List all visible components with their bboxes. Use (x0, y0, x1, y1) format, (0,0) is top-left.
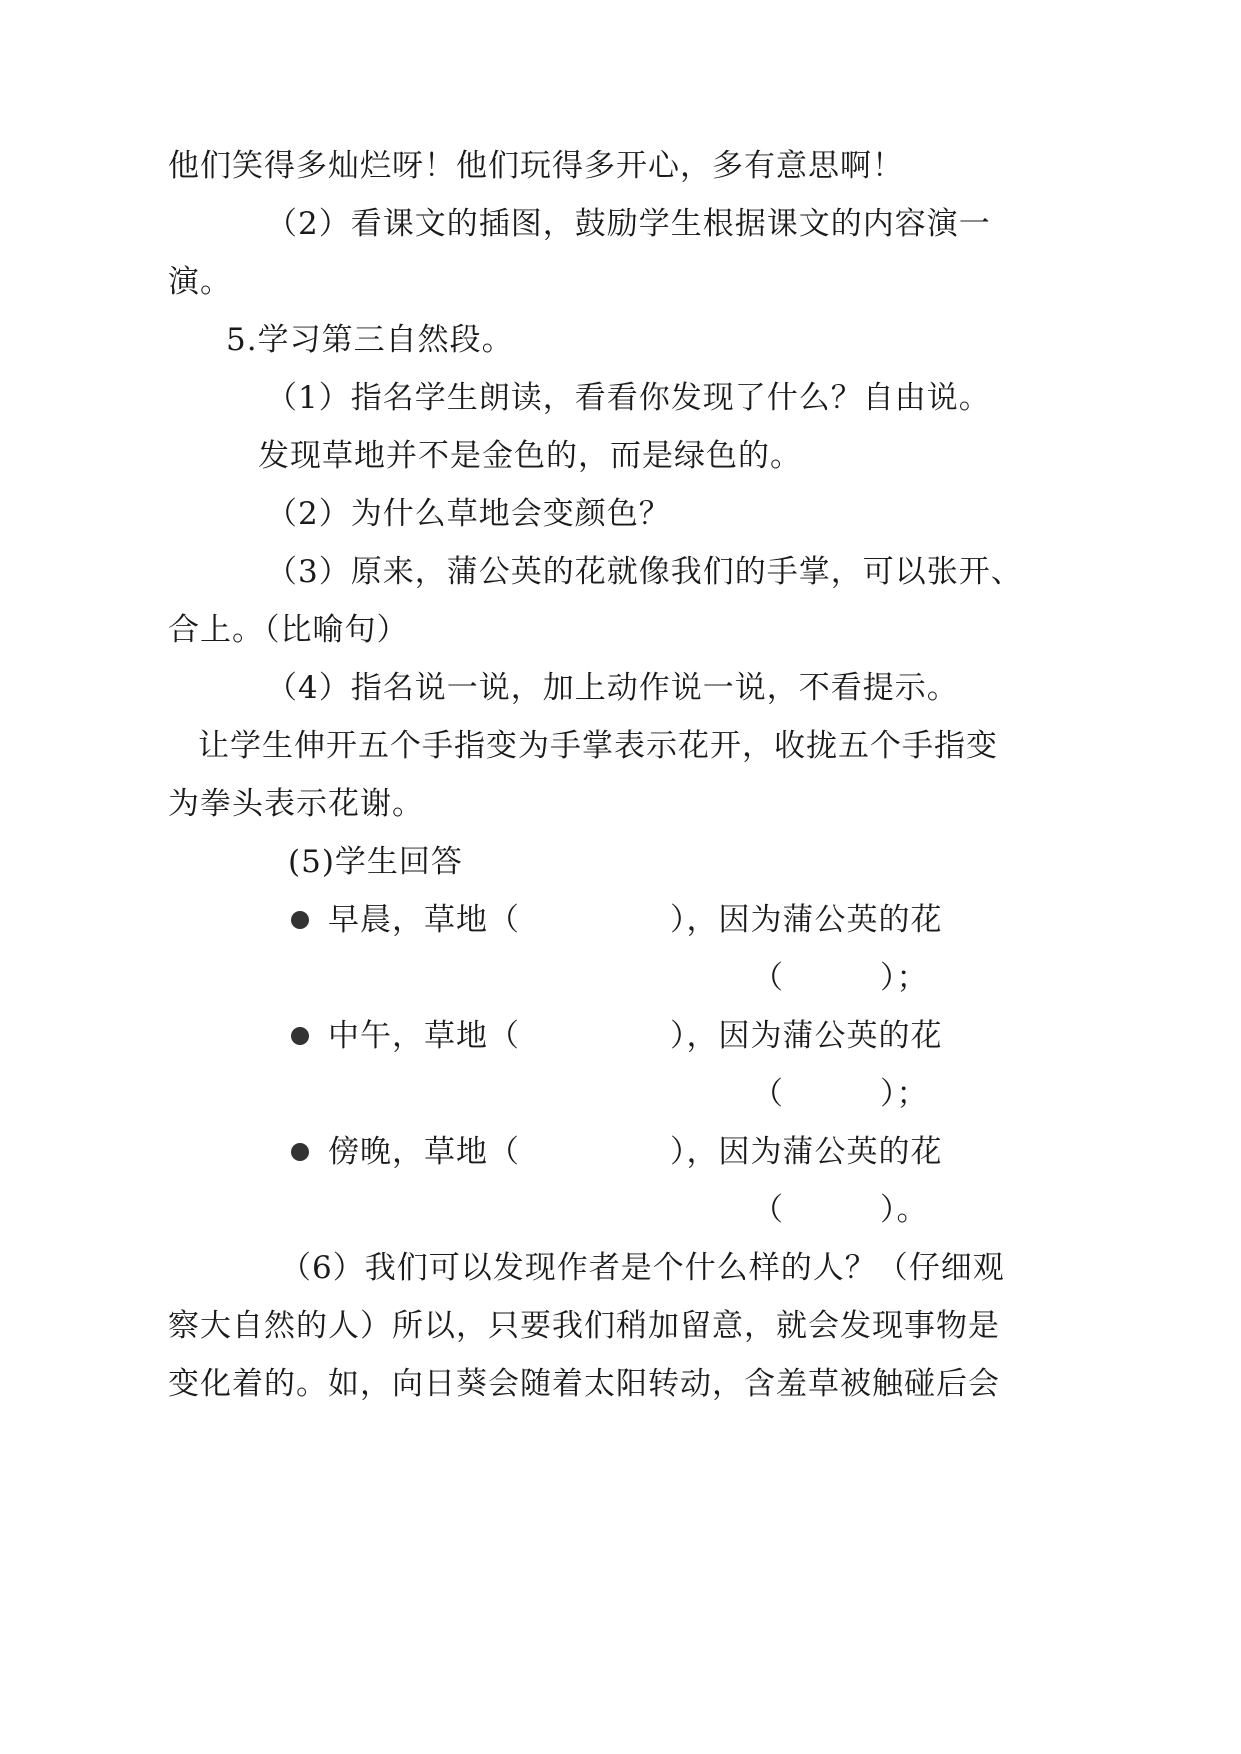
paragraph-line: 为拳头表示花谢。 (168, 786, 424, 822)
paragraph-line: 让学生伸开五个手指变为手掌表示花开，收拢五个手指变 (198, 728, 998, 764)
blank-open: （ (752, 1192, 784, 1228)
paragraph-line: (5)学生回答 (288, 844, 463, 880)
time-label: 早晨，草地（ (328, 902, 520, 938)
reason-text: ），因为蒲公英的花 (670, 902, 943, 938)
paragraph-line: 变化着的。如，向日葵会随着太阳转动，含羞草被触碰后会 (168, 1366, 1000, 1402)
paragraph-line: 演。 (168, 264, 232, 300)
paragraph-line: 发现草地并不是金色的，而是绿色的。 (258, 438, 802, 474)
time-label: 傍晚，草地（ (328, 1134, 520, 1170)
reason-text: ），因为蒲公英的花 (670, 1134, 943, 1170)
paragraph-line: （4）指名说一说，加上动作说一说，不看提示。 (266, 670, 959, 706)
section-heading: 5.学习第三自然段。 (226, 322, 514, 358)
blank-open: （ (752, 960, 784, 996)
bullet-icon (291, 911, 309, 929)
paragraph-line: （1）指名学生朗读，看看你发现了什么？自由说。 (266, 380, 991, 416)
paragraph-line: （6）我们可以发现作者是个什么样的人？（仔细观 (280, 1250, 1005, 1286)
blank-close: ）； (880, 1076, 929, 1112)
bullet-icon (291, 1027, 309, 1045)
paragraph-line: （2）看课文的插图，鼓励学生根据课文的内容演一 (266, 206, 991, 242)
paragraph-line: （3）原来，蒲公英的花就像我们的手掌，可以张开、 (266, 554, 1023, 590)
blank-open: （ (752, 1076, 784, 1112)
paragraph-line: 察大自然的人）所以，只要我们稍加留意，就会发现事物是 (168, 1308, 1000, 1344)
blank-close: ）。 (880, 1192, 929, 1228)
paragraph-line: （2）为什么草地会变颜色？ (266, 496, 671, 532)
blank-close: ）； (880, 960, 929, 996)
paragraph-line: 合上。（比喻句） (168, 612, 409, 648)
reason-text: ），因为蒲公英的花 (670, 1018, 943, 1054)
paragraph-line: 他们笑得多灿烂呀！他们玩得多开心，多有意思啊！ (168, 148, 904, 184)
bullet-icon (291, 1143, 309, 1161)
time-label: 中午，草地（ (328, 1018, 520, 1054)
